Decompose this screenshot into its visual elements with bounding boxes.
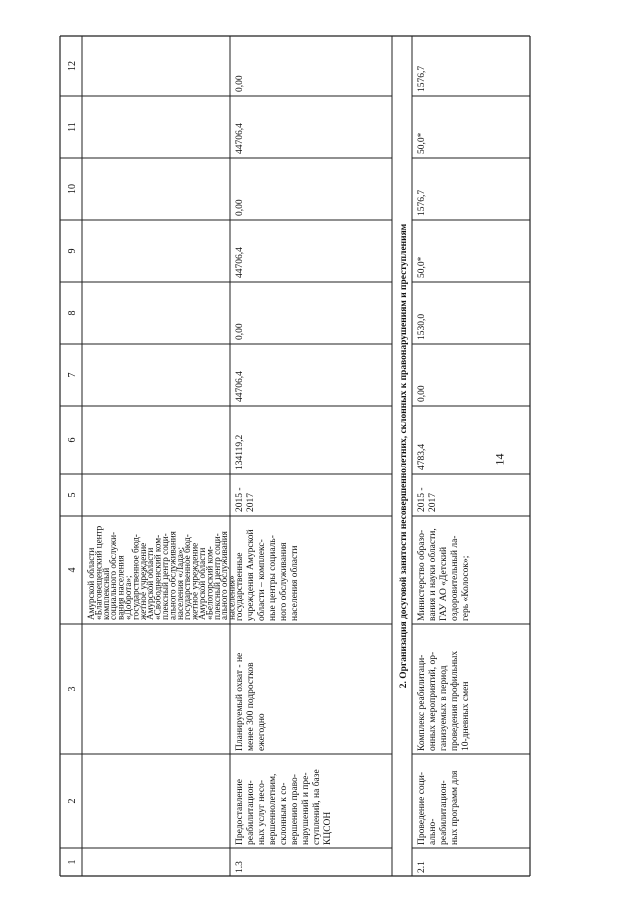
row-1-3-col2-text: Предоставление: [235, 779, 245, 845]
row-1-3-col3-text: Планируемый охват - не: [235, 652, 245, 751]
row-1-3-col4-text: населения области: [290, 545, 300, 621]
continued-col4-text: социального обслужи-: [108, 531, 119, 620]
continued-col4-text: комплексный: [100, 567, 111, 620]
section-2-title: 2. Организация досуговой занятости несовершеннолетних, склонных к правонарушениям и преступлениям: [399, 223, 409, 689]
row-1-3-period-end: 2017: [246, 493, 256, 512]
row-2-1-number: 2.1: [417, 861, 427, 873]
column-number-7: 7: [67, 372, 78, 378]
column-number-6: 6: [67, 437, 78, 443]
row-1-3-period: 2015 -: [235, 487, 245, 512]
continued-col4-text: плексный центр соци-: [211, 533, 222, 620]
continued-col4-text: «Благовещенский центр: [93, 525, 104, 620]
row-2-1-col7: 0,00: [417, 385, 427, 402]
row-2-1-col9: 50,0*: [417, 256, 427, 278]
continued-col4-text: ального обслуживания: [167, 531, 178, 620]
column-number-9: 9: [67, 248, 78, 254]
row-1-3-col2-text: вершеннолетним,: [268, 773, 278, 845]
row-2-1-period-end: 2017: [428, 493, 438, 512]
column-number-4: 4: [67, 567, 78, 573]
row-1-3-col4-text: области – комплекс-: [257, 539, 267, 621]
row-1-3-col2-text: реабилитацион-: [246, 780, 256, 845]
row-1-3-col2-text: склонным к со-: [279, 782, 289, 845]
row-2-1-col4-text: оздоровительный ла-: [450, 535, 460, 621]
row-1-3-col2-text: нарушений и пре-: [301, 772, 311, 845]
row-2-1-period: 2015 -: [417, 487, 427, 512]
continued-col4-text: государственное бюд-: [130, 534, 141, 620]
row-1-3-number: 1.3: [235, 861, 245, 873]
row-1-3-col8: 0,00: [235, 323, 245, 340]
row-2-1-col11: 50,0*: [417, 132, 427, 154]
column-number-8: 8: [67, 310, 78, 316]
column-number-5: 5: [67, 492, 78, 498]
row-1-3-col2-text: вершению право-: [290, 774, 300, 845]
rotated-table-scan: [60, 36, 530, 876]
row-2-1-col4-text: Министерство образо-: [417, 529, 427, 621]
continued-col4-text: Амурской области: [145, 547, 156, 620]
row-2-1-col8: 1530,0: [417, 313, 427, 340]
row-2-1-col4-text: ГАУ АО «Детский: [439, 546, 449, 621]
row-2-1-col10: 1576,7: [417, 189, 427, 216]
row-1-3-col4-text: государственные: [235, 552, 245, 621]
column-number-10: 10: [67, 184, 78, 194]
row-1-3-col2-text: КЦСОН: [323, 811, 333, 845]
row-1-3-col4-text: учреждения Амурской: [246, 529, 256, 621]
page-number: 14: [492, 453, 507, 466]
row-1-3-col2-text: ступлений, на базе: [312, 769, 322, 845]
continued-col4-text: государственное бюд-: [182, 534, 193, 620]
row-1-3-col3-text: ежегодно: [257, 713, 267, 751]
row-1-3-col10: 0,00: [235, 199, 245, 216]
row-2-1-col3-text: онных мероприятий, ор-: [428, 651, 438, 751]
row-2-1-col12: 1576,7: [417, 65, 427, 92]
column-number-2: 2: [67, 798, 78, 804]
row-2-1-col2-text: Проведение соци-: [417, 772, 427, 845]
row-2-1-col2-text: ально-: [428, 818, 438, 845]
continued-col4-text: ального обслуживания: [219, 531, 230, 620]
column-number-1: 1: [67, 859, 78, 865]
continued-col4-text: населения»: [226, 575, 237, 620]
continued-col4-text: жетное учреждение: [137, 542, 148, 620]
row-1-3-col4-text: ные центры социаль-: [268, 535, 278, 621]
continued-col4-text: «Свободненский ком-: [152, 534, 163, 620]
continued-col4-text: вания населения: [115, 555, 126, 620]
row-1-3-col6: 134119,2: [235, 434, 245, 470]
continued-col4-text: Амурской области: [197, 547, 207, 620]
continued-col4-text: жетное учреждение: [189, 542, 200, 620]
row-2-1-col2-text: реабилитацион-: [439, 780, 449, 845]
row-2-1-col2-text: ных программ для: [450, 770, 460, 845]
row-1-3-col2-text: ных услуг несо-: [257, 780, 267, 845]
row-2-1-col3-text: Комплекс реабилитаци-: [417, 654, 427, 751]
row-1-3-col3-text: менее 300 подростков: [246, 662, 256, 751]
row-2-1-col4-text: герь «Колосок»;: [461, 555, 471, 621]
row-1-3-col12: 0,00: [235, 75, 245, 92]
row-1-3-col4-text: ного обслуживания: [279, 542, 289, 621]
continued-col4-text: населения «Лада»;: [174, 546, 185, 620]
row-2-1-col3-text: проведения профильных: [450, 650, 460, 751]
row-2-1-col3-text: ганизуемых в период: [439, 665, 449, 751]
continued-col4-text: «Доброта»;: [123, 575, 133, 620]
continued-col4-text: «Белогорский ком-: [204, 546, 215, 620]
row-1-3-col9: 44706,4: [235, 247, 245, 278]
row-1-3-col7: 44706,4: [235, 371, 245, 402]
row-2-1-col3-text: 10-дневных смен: [461, 681, 471, 751]
continued-col4-text: Амурской области: [86, 547, 96, 620]
row-2-1-col4-text: вания и науки области,: [428, 528, 438, 621]
column-number-3: 3: [67, 686, 78, 692]
continued-col4-text: плексный центр соци-: [160, 533, 170, 620]
row-1-3-col11: 44706,4: [235, 123, 245, 154]
column-number-11: 11: [67, 122, 78, 132]
column-number-12: 12: [67, 61, 78, 71]
row-2-1-col6: 4783,4: [417, 443, 427, 470]
